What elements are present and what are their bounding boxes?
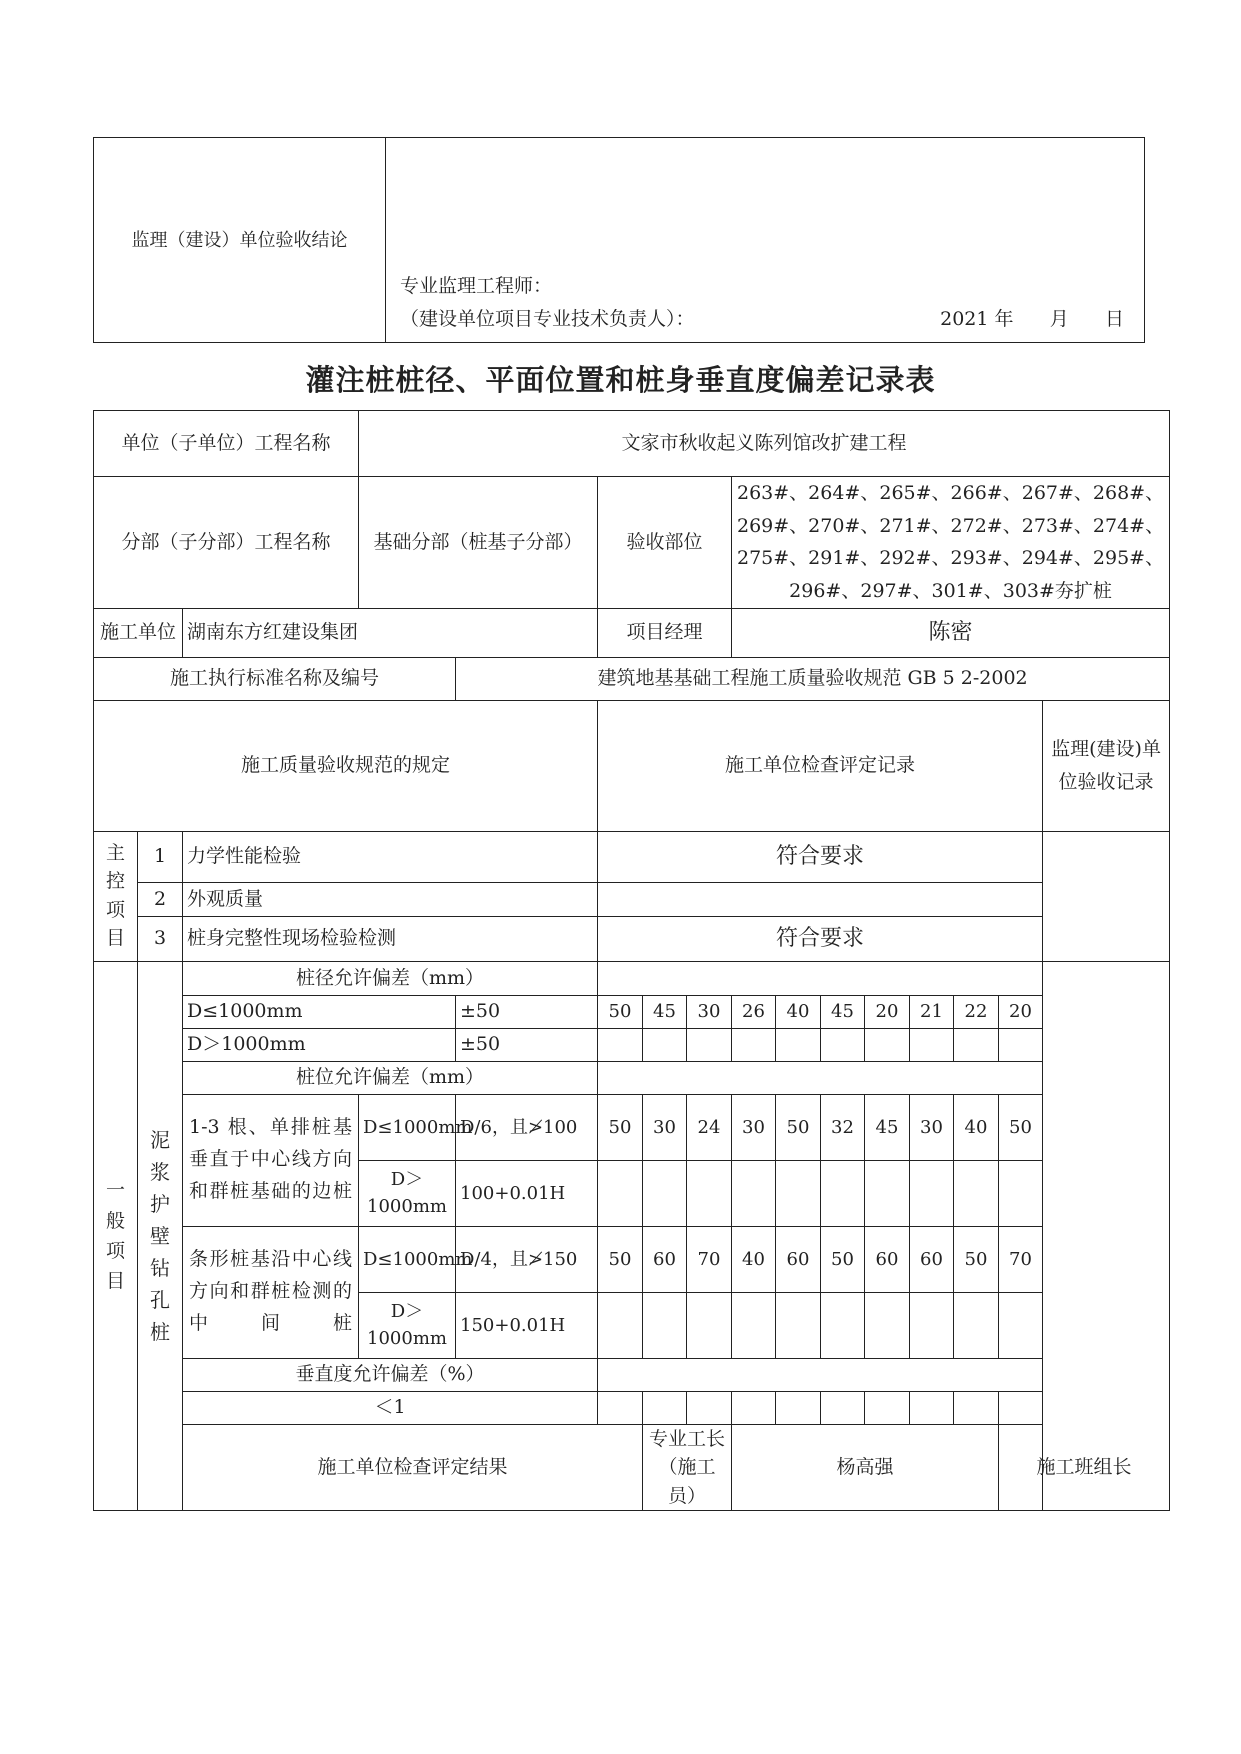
tolerance-cell: 100+0.01H	[456, 1160, 598, 1226]
measured-value: 50	[999, 1094, 1043, 1160]
measured-value: 26	[732, 995, 776, 1028]
measured-value: 40	[954, 1094, 999, 1160]
diameter-row	[94, 995, 1170, 1028]
acceptance-location-value: 263#、264#、265#、266#、267#、268#、269#、270#、271#、272#、273#、274#、275#、291#、292#、293#、294#、295#、296#、297#、301#、303#夯扩桩	[732, 477, 1170, 609]
measured-value: 60	[643, 1226, 687, 1292]
main-item-label: 外观质量	[183, 882, 598, 916]
measured-value	[598, 1028, 643, 1061]
measured-value	[954, 1391, 999, 1424]
position-row	[94, 1094, 1170, 1160]
measured-value	[910, 1028, 954, 1061]
record-column-header: 施工单位检查评定记录	[598, 700, 1043, 831]
supervision-column-header: 监理(建设)单位验收记录	[1043, 700, 1170, 831]
check-result-label: 施工单位检查评定结果	[183, 1424, 643, 1511]
measured-value: 30	[687, 995, 732, 1028]
contractor-value: 湖南东方红建设集团	[183, 608, 598, 657]
diameter-row	[94, 1028, 1170, 1061]
measured-value	[910, 1292, 954, 1358]
main-item-result	[598, 882, 1043, 916]
measured-value: 30	[910, 1094, 954, 1160]
measured-value	[643, 1028, 687, 1061]
main-items-supervision-cell	[1043, 831, 1170, 961]
measured-value: 50	[954, 1226, 999, 1292]
measured-value: 24	[687, 1094, 732, 1160]
standard-label: 施工执行标准名称及编号	[94, 657, 456, 700]
measured-value: 32	[821, 1094, 865, 1160]
measured-value	[643, 1391, 687, 1424]
measured-value: 70	[687, 1226, 732, 1292]
supervision-conclusion-table	[93, 137, 1145, 343]
measured-value	[732, 1160, 776, 1226]
measured-value	[865, 1292, 910, 1358]
measured-value: 45	[643, 995, 687, 1028]
measured-value: 50	[598, 1226, 643, 1292]
measured-value	[732, 1292, 776, 1358]
measured-value	[954, 1028, 999, 1061]
main-items-group-text: 主控项目	[106, 841, 126, 950]
tolerance-cell: D/4，且≯150	[456, 1226, 598, 1292]
supervision-signoff-cell	[386, 138, 1145, 343]
document-title: 灌注桩桩径、平面位置和桩身垂直度偏差记录表	[305, 363, 936, 397]
measured-value	[687, 1292, 732, 1358]
foreman-name: 杨高强	[732, 1424, 999, 1511]
measured-value	[999, 1028, 1043, 1061]
measured-value	[732, 1028, 776, 1061]
measured-value	[598, 1160, 643, 1226]
main-item-label: 力学性能检验	[183, 831, 598, 882]
measured-value	[910, 1391, 954, 1424]
measured-value	[643, 1160, 687, 1226]
supervision-conclusion-label: 监理（建设）单位验收结论	[94, 138, 386, 343]
measured-value: 20	[865, 995, 910, 1028]
measured-value	[821, 1292, 865, 1358]
sub-project-label: 分部（子分部）工程名称	[94, 477, 359, 609]
condition-cell: D＞1000mm	[359, 1292, 456, 1358]
diameter-tolerance-header: 桩径允许偏差（mm）	[183, 961, 598, 995]
pile-type-text: 泥浆护壁钻孔桩	[150, 1127, 170, 1344]
measured-value	[954, 1160, 999, 1226]
supervision-engineer-line: 专业监理工程师：	[400, 275, 553, 297]
measured-value	[598, 1391, 643, 1424]
main-item-result: 符合要求	[598, 831, 1043, 882]
measured-value	[776, 1160, 821, 1226]
measured-value	[776, 1391, 821, 1424]
spec-column-header: 施工质量验收规范的规定	[94, 700, 598, 831]
condition-cell: D≤1000mm	[359, 1094, 456, 1160]
main-item-label: 桩身完整性现场检验检测	[183, 916, 598, 961]
main-items-group-label	[94, 831, 138, 961]
measured-value: 50	[598, 1094, 643, 1160]
main-item-no: 1	[138, 831, 183, 882]
measured-value: 30	[732, 1094, 776, 1160]
pile-type-label	[138, 961, 183, 1511]
measured-value: 60	[910, 1226, 954, 1292]
measured-value	[865, 1160, 910, 1226]
unit-project-label: 单位（子单位）工程名称	[94, 411, 359, 477]
contractor-label: 施工单位	[94, 608, 183, 657]
record-blank-cell	[598, 1358, 1043, 1391]
tolerance-cell: D/6，且≯100	[456, 1094, 598, 1160]
measured-value	[821, 1160, 865, 1226]
condition-cell: D＞1000mm	[183, 1028, 456, 1061]
measured-value: 22	[954, 995, 999, 1028]
condition-cell: ＜1	[183, 1391, 598, 1424]
verticality-tolerance-header: 垂直度允许偏差（%）	[183, 1358, 598, 1391]
measured-value: 60	[776, 1226, 821, 1292]
measured-value	[732, 1391, 776, 1424]
measured-value	[821, 1391, 865, 1424]
main-item-no: 3	[138, 916, 183, 961]
pile-deviation-record-table	[93, 410, 1170, 1511]
project-manager-value: 陈密	[732, 608, 1170, 657]
main-item-no: 2	[138, 882, 183, 916]
measured-value: 70	[999, 1226, 1043, 1292]
condition-cell: D≤1000mm	[359, 1226, 456, 1292]
position-group-desc: 1-3 根、单排桩基垂直于中心线方向和群桩基础的边桩	[183, 1094, 359, 1226]
measured-value	[643, 1292, 687, 1358]
general-items-group-text: 一般项目	[106, 1179, 126, 1293]
owner-technical-lead-line: （建设单位项目专业技术负责人）：	[400, 308, 695, 330]
measured-value: 50	[776, 1094, 821, 1160]
measured-value	[687, 1028, 732, 1061]
measured-value: 21	[910, 995, 954, 1028]
team-leader-label: 施工班组长	[999, 1424, 1170, 1511]
measured-value	[865, 1028, 910, 1061]
measured-value: 40	[732, 1226, 776, 1292]
position-row	[94, 1226, 1170, 1292]
measured-value: 45	[821, 995, 865, 1028]
acceptance-location-label: 验收部位	[598, 477, 732, 609]
record-blank-cell	[598, 961, 1043, 995]
measured-value	[999, 1391, 1043, 1424]
position-group-desc: 条形桩基沿中心线方向和群桩检测的中间桩	[183, 1226, 359, 1358]
general-items-group-label	[94, 961, 138, 1511]
measured-value: 20	[999, 995, 1043, 1028]
condition-cell: D≤1000mm	[183, 995, 456, 1028]
tolerance-cell: 150+0.01H	[456, 1292, 598, 1358]
measured-value	[687, 1391, 732, 1424]
measured-value: 45	[865, 1094, 910, 1160]
measured-value	[687, 1160, 732, 1226]
foreman-label: 专业工长（施工员）	[643, 1424, 732, 1511]
measured-value	[999, 1292, 1043, 1358]
signoff-date: 2021 年 月 日	[940, 308, 1124, 330]
measured-value	[821, 1028, 865, 1061]
measured-value: 50	[821, 1226, 865, 1292]
measured-value: 60	[865, 1226, 910, 1292]
tolerance-cell: ±50	[456, 1028, 598, 1061]
measured-value	[999, 1160, 1043, 1226]
measured-value	[954, 1292, 999, 1358]
project-manager-label: 项目经理	[598, 608, 732, 657]
measured-value	[865, 1391, 910, 1424]
condition-cell: D＞1000mm	[359, 1160, 456, 1226]
standard-value: 建筑地基基础工程施工质量验收规范 GB 5 2-2002	[456, 657, 1170, 700]
measured-value	[776, 1028, 821, 1061]
unit-project-value: 文家市秋收起义陈列馆改扩建工程	[359, 411, 1170, 477]
measured-value: 50	[598, 995, 643, 1028]
verticality-row	[94, 1391, 1170, 1424]
measured-value	[910, 1160, 954, 1226]
measured-value: 30	[643, 1094, 687, 1160]
sub-project-value: 基础分部（桩基子分部）	[359, 477, 598, 609]
main-item-result: 符合要求	[598, 916, 1043, 961]
record-blank-cell	[598, 1061, 1043, 1094]
measured-value	[776, 1292, 821, 1358]
measured-value: 40	[776, 995, 821, 1028]
position-tolerance-header: 桩位允许偏差（mm）	[183, 1061, 598, 1094]
measured-value	[598, 1292, 643, 1358]
tolerance-cell: ±50	[456, 995, 598, 1028]
